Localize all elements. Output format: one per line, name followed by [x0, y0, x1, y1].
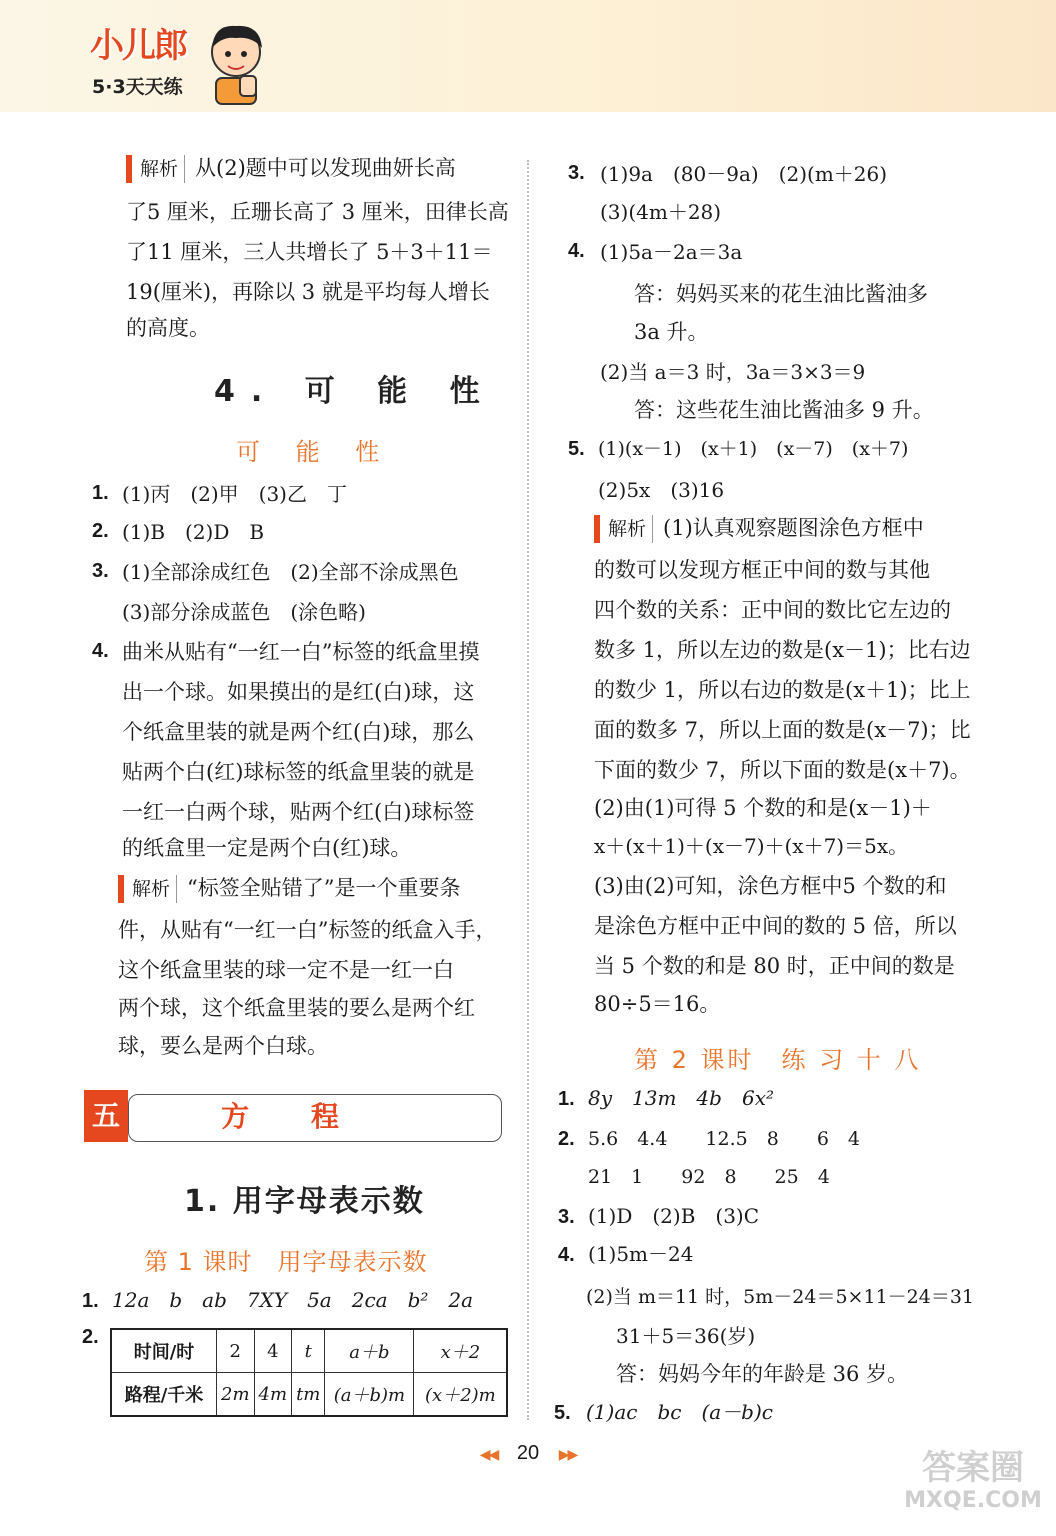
analysis-line: 的数可以发现方框正中间的数与其他	[594, 558, 930, 582]
table-cell: 4	[254, 1329, 292, 1373]
question-number: 4.	[568, 240, 585, 262]
table-cell: 2m	[217, 1373, 255, 1417]
answer-text: (1)全部涂成红色 (2)全部不涂成黑色	[122, 560, 459, 584]
analysis-line: 的高度。	[126, 316, 210, 340]
next-arrows-icon: ▶▶	[558, 1446, 577, 1462]
answer-text: 的纸盒里一定是两个白(红)球。	[122, 836, 412, 860]
answer-text: (1)5a－2a＝3a	[600, 240, 743, 264]
question-number: 2.	[92, 520, 109, 542]
question-number: 3.	[568, 162, 585, 184]
answer-text: 3a 升。	[634, 320, 709, 344]
watermark-logo	[898, 1448, 1048, 1528]
analysis-line: 从(2)题中可以发现曲妍长高	[195, 156, 456, 180]
answer-text: 答：妈妈今年的年龄是 36 岁。	[616, 1362, 909, 1386]
distance-time-table	[110, 1328, 508, 1417]
analysis-line: (3)由(2)可知，涂色方框中5 个数的和	[594, 874, 947, 898]
table-header-cell: 路程/千米	[111, 1373, 217, 1417]
answer-text: (3)(4m＋28)	[600, 200, 722, 224]
analysis-line: 当 5 个数的和是 80 时，正中间的数是	[594, 954, 955, 978]
chapter-badge: 五	[84, 1090, 128, 1142]
answer-text: 答：这些花生油比酱油多 9 升。	[634, 398, 934, 422]
table-cell: 2	[217, 1329, 255, 1373]
answer-text: (2)当 a＝3 时，3a＝3×3＝9	[600, 360, 866, 384]
answer-text: 12a b ab 7XY 5a 2ca b² 2a	[112, 1288, 474, 1312]
logo-title: 小儿郎	[90, 26, 186, 66]
analysis-tag: 解析	[118, 875, 177, 903]
analysis-block	[594, 512, 924, 543]
table-cell: t	[292, 1329, 325, 1373]
watermark-text: 答案圈	[922, 1448, 1024, 1488]
question-number: 5.	[568, 438, 585, 460]
table-header-cell: 时间/时	[111, 1329, 217, 1373]
answer-text: 31＋5＝36(岁)	[616, 1324, 756, 1348]
answer-text: (1)(x－1) (x＋1) (x－7) (x＋7)	[598, 438, 909, 460]
analysis-line: 19(厘米)，再除以 3 就是平均每人增长	[126, 280, 490, 304]
logo-subtitle: 5·3天天练	[92, 76, 183, 98]
question-number: 1.	[558, 1088, 575, 1110]
answer-text: (1)D (2)B (3)C	[588, 1204, 760, 1228]
analysis-line: 80÷5＝16。	[594, 992, 721, 1016]
question-number: 1.	[92, 482, 109, 504]
question-number: 3.	[558, 1206, 575, 1228]
table-cell: a＋b	[325, 1329, 414, 1373]
answer-text: 8y 13m 4b 6x²	[588, 1086, 774, 1110]
analysis-line: x＋(x＋1)＋(x－7)＋(x＋7)＝5x。	[594, 834, 909, 858]
question-number: 3.	[92, 560, 109, 582]
analysis-line: 两个球，这个纸盒里装的要么是两个红	[118, 996, 475, 1020]
answer-text: (1)ac bc (a－b)c	[586, 1400, 773, 1424]
lesson-title: 第 2 课时 练 习 十 八	[634, 1046, 922, 1074]
table-cell: (a＋b)m	[325, 1373, 414, 1417]
analysis-line: 了5 厘米，丘珊长高了 3 厘米，田律长高	[126, 200, 509, 224]
answer-text: 贴两个白(红)球标签的纸盒里装的就是	[122, 760, 475, 784]
answer-text: 5.6 4.4 12.5 8 6 4	[588, 1128, 861, 1150]
column-divider	[527, 160, 529, 1420]
section-title: 1. 用字母表示数	[184, 1184, 425, 1219]
analysis-line: 件，从贴有“一红一白”标签的纸盒入手，	[118, 918, 497, 942]
answer-text: (1)9a (80－9a) (2)(m＋26)	[600, 162, 888, 186]
question-number: 2.	[558, 1128, 575, 1150]
answer-text: 一红一白两个球，贴两个红(白)球标签	[122, 800, 475, 824]
question-number: 2.	[82, 1326, 99, 1348]
analysis-line: 四个数的关系：正中间的数比它左边的	[594, 598, 951, 622]
analysis-tag: 解析	[126, 155, 185, 183]
analysis-line: 这个纸盒里装的球一定不是一红一白	[118, 958, 454, 982]
analysis-line: 了11 厘米，三人共增长了 5＋3＋11＝	[126, 240, 493, 264]
table-cell: tm	[292, 1373, 325, 1417]
brand-logo	[88, 18, 268, 108]
analysis-block	[118, 872, 461, 903]
analysis-line: 面的数多 7，所以上面的数是(x－7)；比	[594, 718, 971, 742]
analysis-line: 球，要么是两个白球。	[118, 1034, 328, 1058]
question-number: 5.	[554, 1402, 571, 1424]
answer-text: 个纸盒里装的就是两个红(白)球，那么	[122, 720, 475, 744]
analysis-tag: 解析	[594, 515, 653, 543]
table-cell: x＋2	[414, 1329, 508, 1373]
subsection-title: 可 能 性	[236, 438, 394, 466]
analysis-line: 的数少 1，所以右边的数是(x＋1)；比上	[594, 678, 971, 702]
question-number: 1.	[82, 1290, 99, 1312]
answer-text: 答：妈妈买来的花生油比酱油多	[634, 282, 928, 306]
lesson-title: 第 1 课时 用字母表示数	[144, 1248, 428, 1276]
mascot-icon	[200, 18, 270, 106]
answer-text: (3)部分涂成蓝色 (涂色略)	[122, 600, 366, 624]
analysis-line: 是涂色方框中正中间的数的 5 倍，所以	[594, 914, 957, 938]
answer-text: (1)丙 (2)甲 (3)乙 丁	[122, 482, 347, 506]
prev-arrows-icon: ◀◀	[479, 1446, 498, 1462]
section-title: 4. 可 能 性	[214, 374, 496, 409]
answer-text: 曲米从贴有“一红一白”标签的纸盒里摸	[122, 640, 480, 664]
answer-text: 出一个球。如果摸出的是红(白)球，这	[122, 680, 475, 704]
chapter-title: 方 程	[221, 1100, 365, 1133]
chapter-header	[84, 1090, 502, 1144]
answer-text: (2)当 m＝11 时，5m－24＝5×11－24＝31	[586, 1286, 975, 1308]
table-row	[111, 1373, 507, 1417]
answer-text: (2)5x (3)16	[598, 478, 725, 502]
watermark-url: MXQE.COM	[904, 1488, 1042, 1513]
analysis-line: 下面的数少 7，所以下面的数是(x＋7)。	[594, 758, 971, 782]
table-cell: (x＋2)m	[414, 1373, 508, 1417]
question-number: 4.	[92, 640, 109, 662]
answer-text: (1)5m－24	[588, 1242, 694, 1266]
analysis-block	[126, 152, 456, 183]
table-cell: 4m	[254, 1373, 292, 1417]
analysis-line: 数多 1，所以左边的数是(x－1)；比右边	[594, 638, 971, 662]
answer-text: (1)B (2)D B	[122, 520, 265, 544]
page-number: 20	[516, 1442, 540, 1464]
answer-text: 21 1 92 8 25 4	[588, 1166, 830, 1188]
question-number: 4.	[558, 1244, 575, 1266]
analysis-line: “标签全贴错了”是一个重要条	[187, 876, 461, 900]
analysis-line: (2)由(1)可得 5 个数的和是(x－1)＋	[594, 796, 932, 820]
analysis-line: (1)认真观察题图涂色方框中	[663, 516, 924, 540]
table-row	[111, 1329, 507, 1373]
